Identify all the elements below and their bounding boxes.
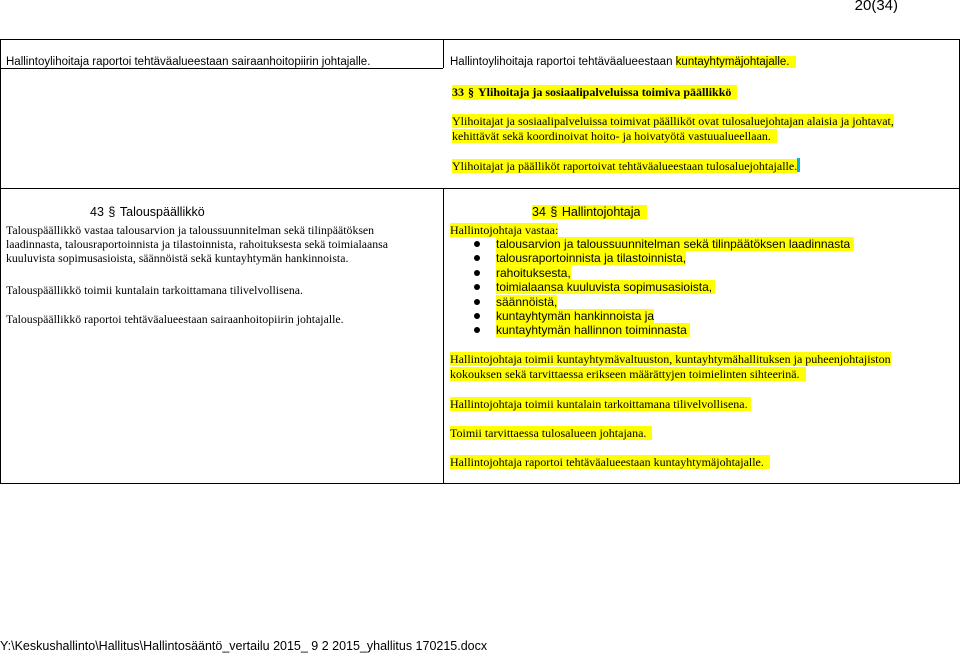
section-34-number: 34 [532, 205, 546, 219]
list-item: säännöistä, [450, 295, 854, 309]
section-43-para1-line1: Talouspäällikkö vastaa talousarvion ja taloussuunnitelman sekä tilinpäätöksen [6, 223, 375, 237]
section-43-heading [90, 205, 205, 219]
top-right-text-highlight: kuntayhtymäjohtajalle. [675, 56, 790, 68]
section-43-para1 [6, 223, 388, 265]
section-33-para1-line2: kehittävät sekä koordinoivat hoito- ja hoivatyötä vastuualueellaan. [452, 129, 771, 143]
bullet-icon [474, 284, 480, 290]
section-43-para1-line3: kuuluvista sopimusasioista, säännöistä sekä kuntayhtymän hankinnoista. [6, 251, 349, 265]
table-top-border [0, 39, 960, 40]
table-row-divider-1 [0, 188, 960, 189]
section-34-para1 [450, 352, 891, 381]
section-34-heading [532, 205, 647, 219]
text-cursor [797, 158, 800, 172]
section-mark-icon: § [546, 205, 562, 219]
table-mid-border-bottom [443, 188, 444, 484]
section-34-intro [450, 223, 558, 237]
section-33-para2 [452, 158, 800, 173]
section-33-para1 [452, 114, 894, 143]
list-item: kuntayhtymän hallinnon toiminnasta [450, 323, 854, 337]
bullet-icon [474, 255, 480, 261]
table-bottom-border [0, 483, 960, 484]
section-34-para2 [450, 397, 751, 411]
section-34-para4-text: Hallintojohtaja raportoi tehtäväalueestaan kuntayhtymäjohtajalle. [450, 455, 764, 469]
section-43-para3: Talouspäällikkö raportoi tehtäväalueestaan sairaanhoitopiirin johtajalle. [6, 312, 344, 326]
section-34-para1-line1: Hallintojohtaja toimii kuntayhtymävaltuuston, kuntayhtymähallituksen ja puheenjohtajiston [450, 352, 891, 366]
responsibility-list [450, 237, 854, 338]
section-mark-icon: § [464, 85, 478, 100]
section-mark-icon: § [108, 205, 116, 219]
footer-file-path: Y:\Keskushallinto\Hallitus\Hallintosääntö_vertailu 2015_ 9 2 2015_yhallitus 170215.docx [0, 639, 488, 653]
section-33-number: 33 [452, 85, 464, 99]
page-number: 20(34) [854, 0, 898, 14]
section-34-para3-text: Toimii tarvittaessa tulosalueen johtajana. [450, 426, 647, 440]
section-34-title: Hallintojohtaja [561, 205, 641, 219]
section-33-para1-line1: Ylihoitajat ja sosiaalipalveluissa toimivat päälliköt ovat tulosaluejohtajan alaisia ja johtavat, [452, 114, 894, 128]
section-43-number: 43 [90, 205, 104, 219]
section-43-para2: Talouspäällikkö toimii kuntalain tarkoittamana tilivelvollisena. [6, 283, 303, 297]
section-33-para2-text: Ylihoitajat ja päälliköt raportoivat tehtäväalueestaan tulosaluejohtajalle. [452, 159, 798, 173]
section-34-para1-line2: kokouksen sekä tarvittaessa erikseen määrättyjen toimielinten sihteerinä. [450, 367, 800, 381]
section-33-title: Ylihoitaja ja sosiaalipalveluissa toimiva päällikkö [478, 85, 732, 99]
table-left-border [0, 39, 1, 484]
section-34-para4 [450, 455, 770, 469]
bullet-icon [474, 327, 480, 333]
bullet-icon [474, 313, 480, 319]
list-item: toimialaansa kuuluvista sopimusasioista, [450, 280, 854, 294]
section-43-title: Talouspäällikkö [119, 205, 205, 219]
list-item: talousraportoinnista ja tilastoinnista, [450, 251, 854, 265]
table-mid-border-top [443, 39, 444, 68]
list-item: kuntayhtymän hankinnoista ja [450, 309, 854, 323]
list-item: talousarvion ja taloussuunnitelman sekä tilinpäätöksen laadinnasta [450, 237, 854, 251]
list-item: rahoituksesta, [450, 266, 854, 280]
section-34-para3 [450, 426, 652, 440]
bullet-icon [474, 270, 480, 276]
section-34-intro-text: Hallintojohtaja vastaa: [450, 223, 559, 237]
top-right-cell-text [450, 55, 796, 69]
section-43-para1-line2: laadinnasta, talousraportoinnista ja tilastoinnista, rahoituksesta sekä toimialaansa [6, 237, 388, 251]
bullet-icon [474, 299, 480, 305]
top-left-cell-text: Hallintoylihoitaja raportoi tehtäväalueestaan sairaanhoitopiirin johtajalle. [6, 56, 371, 68]
bullet-icon [474, 241, 480, 247]
section-33-heading [452, 85, 737, 100]
section-34-para2-text: Hallintojohtaja toimii kuntalain tarkoittamana tilivelvollisena. [450, 397, 748, 411]
top-right-text-plain: Hallintoylihoitaja raportoi tehtäväalueestaan [450, 56, 676, 68]
